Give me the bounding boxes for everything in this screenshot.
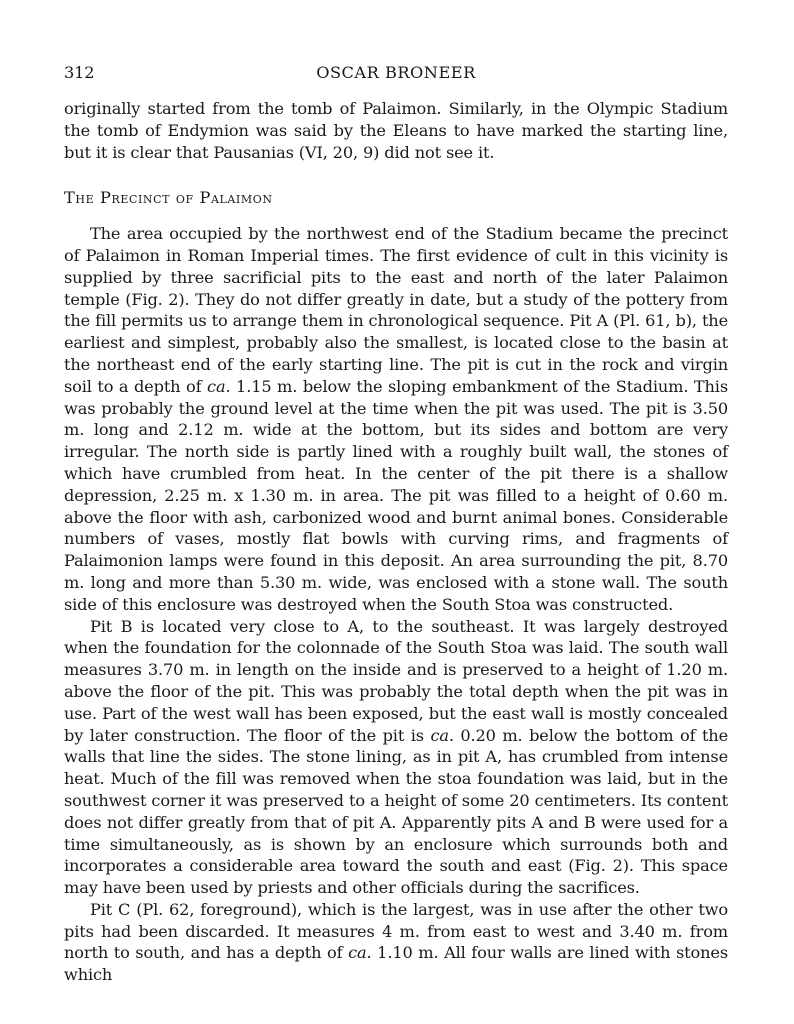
abbreviation-circa: ca.: [430, 725, 454, 745]
page-number: 312: [64, 63, 95, 82]
abbreviation-circa: ca.: [348, 943, 372, 963]
paragraph-pit-a: [64, 223, 728, 615]
paragraph-pit-c: [64, 899, 728, 986]
paragraph-pit-a-text-1: The area occupied by the northwest end of the Stadium became the precinct of Palaimon in Roman Imperial times. The first evidence of cult in this vicinity is supplied by three sacrificial pits to the east and north of the later Palaimon temple (Fig. 2). They do not differ greatly in date, but a study of the pottery from the fill permits us to arrange them in chronological sequence. Pit A (Pl. 61, b), the earliest and simplest, probably also the smallest, is located close to the basin at the northeast end of the early starting line. The pit is cut in the rock and virgin soil to a depth of: [64, 224, 728, 396]
paragraph-pit-b-text-1: Pit B is located very close to A, to the southeast. It was largely destroyed when the foundation for the colonnade of the South Stoa was laid. The south wall measures 3.70 m. in length on the inside and is preserved to a height of 1.20 m. above the floor of the pit. This was probably the total depth when the pit was in use. Part of the west wall has been exposed, but the east wall is mostly concealed by later construction. The floor of the pit is: [64, 616, 728, 745]
paragraph-pit-c-text-1: Pit C (Pl. 62, foreground), which is the largest, was in use after the other two pits had been discarded. It measures 4 m. from east to west and 3.40 m. from north to south, and has a depth of: [64, 899, 728, 963]
paragraph-pit-c-text-2: 1.10 m. All four walls are lined with stones which: [64, 943, 728, 985]
paragraph-pit-b: [64, 616, 728, 899]
intro-paragraph: originally started from the tomb of Palaimon. Similarly, in the Olympic Stadium the tomb of Endymion was said by the Eleans to have marked the starting line, but it is clear that Pausanias (VI, 20, 9) did not see it.: [64, 99, 728, 162]
running-head: OSCAR BRONEER: [316, 63, 476, 82]
paragraph-pit-a-text-2: 1.15 m. below the sloping embankment of the Stadium. This was probably the ground level at the time when the pit was used. The pit is 3.50 m. long and 2.12 m. wide at the bottom, but its sides and bottom are very irregular. The north side is partly lined with a roughly built wall, the stones of which have crumbled from heat. In the center of the pit there is a shallow depression, 2.25 m. x 1.30 m. in area. The pit was filled to a height of 0.60 m. above the floor with ash, carbonized wood and burnt animal bones. Considerable numbers of vases, mostly flat bowls with curving rims, and fragments of Palaimonion lamps were found in this deposit. An area surrounding the pit, 8.70 m. long and more than 5.30 m. wide, was enclosed with a stone wall. The south side of this enclosure was destroyed when the South Stoa was constructed.: [64, 376, 728, 614]
section-heading: The Precinct of Palaimon: [64, 188, 273, 208]
paragraph-pit-b-text-2: 0.20 m. below the bottom of the walls that line the sides. The stone lining, as in pit A, has crumbled from intense heat. Much of the fill was removed when the stoa foundation was laid, but in the southwest corner it was preserved to a height of some 20 centimeters. Its content does not differ greatly from that of pit A. Apparently pits A and B were used for a time simultaneously, as is shown by an enclosure which surrounds both and incorporates a considerable area toward the south and east (Fig. 2). This space may have been used by priests and other officials during the sacrifices.: [64, 725, 729, 898]
page: [64, 58, 728, 986]
page-header: [64, 58, 728, 86]
abbreviation-circa: ca.: [207, 376, 231, 396]
